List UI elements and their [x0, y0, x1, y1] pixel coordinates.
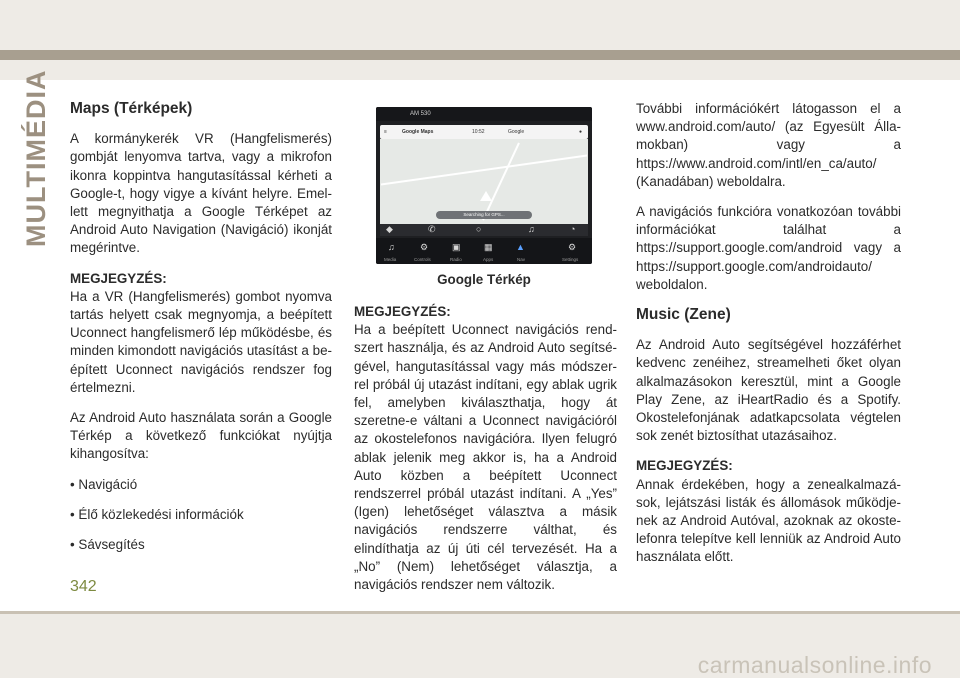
- bullet-item: • Navigáció: [70, 476, 138, 492]
- features-intro: Az Android Auto használata során a Google Térkép a következő funkciókat nyújtja kihangosítva:: [70, 410, 332, 462]
- navigation-info-paragraph: A navigációs funkcióra vonatkozóan további információkat találhat a https://support.google.com/android vagy a https://support.google.com/androidauto/ weboldalon.: [636, 204, 901, 292]
- google-maps-screenshot: [376, 107, 592, 264]
- note-text: Annak érdekében, hogy a zenealkalmazások, lejátszási listák és állomások működjenek az Android Autóval, azoknak az okostelefonra telepítve kell lenniük az Android Auto használata előtt.: [636, 476, 901, 565]
- note-title: MEGJEGYZÉS:: [70, 270, 167, 286]
- section-label: MULTIMÉDIA: [21, 69, 51, 247]
- gps-search-pill: Searching for GPS...: [436, 211, 532, 219]
- watermark-text: carmanualsonline.info: [697, 652, 932, 678]
- media-icon: ♫: [388, 242, 395, 252]
- status-bar: [376, 107, 592, 121]
- media-label: Media: [384, 257, 397, 262]
- header-band: [0, 50, 960, 60]
- header-time: 10:52: [472, 129, 485, 135]
- footer-line: [0, 611, 960, 614]
- apps-label: Apps: [483, 257, 494, 262]
- info-paragraph: További információkért látogasson el a www.android.com/auto/ (az Egyesült Államokban) vagy a https://www.android.com/intl/en_ca/auto/ (Kanadában) weboldalra.: [636, 101, 901, 189]
- music-paragraph: Az Android Auto segítségével hozzáférhet kedvenc zenéihez, streamelheti őket olyan alkalmazásokon keresztül, mint a Google Play Zene, az iHeartRadio és a Spotify. Okostelefonjának adatkapcsolata végtelen sok zenét biztosíthat utazásaihoz.: [636, 337, 901, 444]
- apps-icon: ▦: [484, 242, 493, 252]
- column-left: [70, 100, 332, 566]
- headphones-icon: ♫: [528, 224, 535, 234]
- figure-caption: Google Térkép: [437, 272, 531, 287]
- header-search: Google: [508, 129, 525, 135]
- phone-icon: ✆: [428, 224, 436, 234]
- settings-icon: ⚙: [568, 242, 577, 252]
- top-header-bar: [0, 0, 960, 80]
- bell-icon: ◔: [570, 224, 576, 234]
- maps-app-label: Google Maps: [402, 129, 434, 135]
- note-title: MEGJEGYZÉS:: [636, 458, 733, 474]
- radio-label: Radio: [450, 257, 462, 262]
- note-block: [354, 303, 617, 594]
- music-heading: Music (Zene): [636, 306, 731, 324]
- maps-heading: Maps (Térképek): [70, 100, 193, 117]
- note-block: [636, 457, 901, 566]
- page-number: 342: [70, 578, 97, 595]
- nav-label: Nav: [517, 257, 526, 262]
- uconnect-bottom-bar: [376, 238, 592, 264]
- column-middle: [354, 303, 617, 606]
- controls-label: Controls: [414, 257, 431, 262]
- call-bar: [380, 224, 588, 236]
- location-arrow-icon: [480, 191, 492, 201]
- android-auto-icon: ▲: [516, 242, 525, 252]
- note-text: Ha a beépített Uconnect navigációs rendszert használja, és az Android Auto segítségével, hangutasítással vagy más módszerrel próbál új utazást indítani, egy ablak ugrik fel, amelyben kiválaszthatja, hogy át szeretne-e váltani a Uconnect navigációról az okostelefonos navigációra. Ilyen felugró ablak jelenik meg akkor is, ha a Android Auto közben a beépített Uconnect rendszerrel próbál utazást indítani. A „Yes” (Igen) lehetőséget választva a másik navigációs rendszerre válthat, és elindíthatja az új úti cél tervezését. Ha a „No” (Nem) lehetőséget választja, a navigációs rendszer nem változik.: [354, 322, 617, 593]
- home-icon: ○: [476, 224, 482, 234]
- bullet-item: • Élő közlekedési információk: [70, 506, 244, 522]
- note-title: MEGJEGYZÉS:: [354, 304, 451, 319]
- status-text: AM 530: [410, 111, 431, 117]
- controls-icon: ⚙: [420, 242, 429, 252]
- maps-paragraph: A kormánykerék VR (Hangfelismerés) gombját lenyomva tartva, vagy a mikrofon ikonra koppintva hangutasítással kérheti a Google-t, hogy vigye a kívánt helyre. Emellett megnyithatja a Google Térképet az Android Auto Navigation (Navigáció) ikonját megérintve.: [70, 131, 332, 256]
- mic-icon: ●: [578, 129, 582, 135]
- map-road: [381, 155, 587, 186]
- radio-icon: ▣: [452, 242, 461, 252]
- bullet-item: • Sávsegítés: [70, 537, 145, 553]
- settings-label: Settings: [562, 257, 579, 262]
- map-road: [482, 143, 520, 221]
- map-view: [380, 139, 588, 224]
- column-right: [636, 100, 901, 579]
- note-block: [70, 270, 332, 397]
- map-header: [380, 125, 588, 139]
- nav-icon: ◆: [386, 224, 393, 234]
- menu-icon: ≡: [384, 129, 387, 135]
- note-text: Ha a VR (Hangfelismerés) gombot nyomva tartás helyett csak megnyomja, a beépített Uconnect hangfelismerő lép működésbe, és minden kimondott navigációs utasítást a beépített Uconnect navigációs rendszer fog értelmezni.: [70, 288, 332, 395]
